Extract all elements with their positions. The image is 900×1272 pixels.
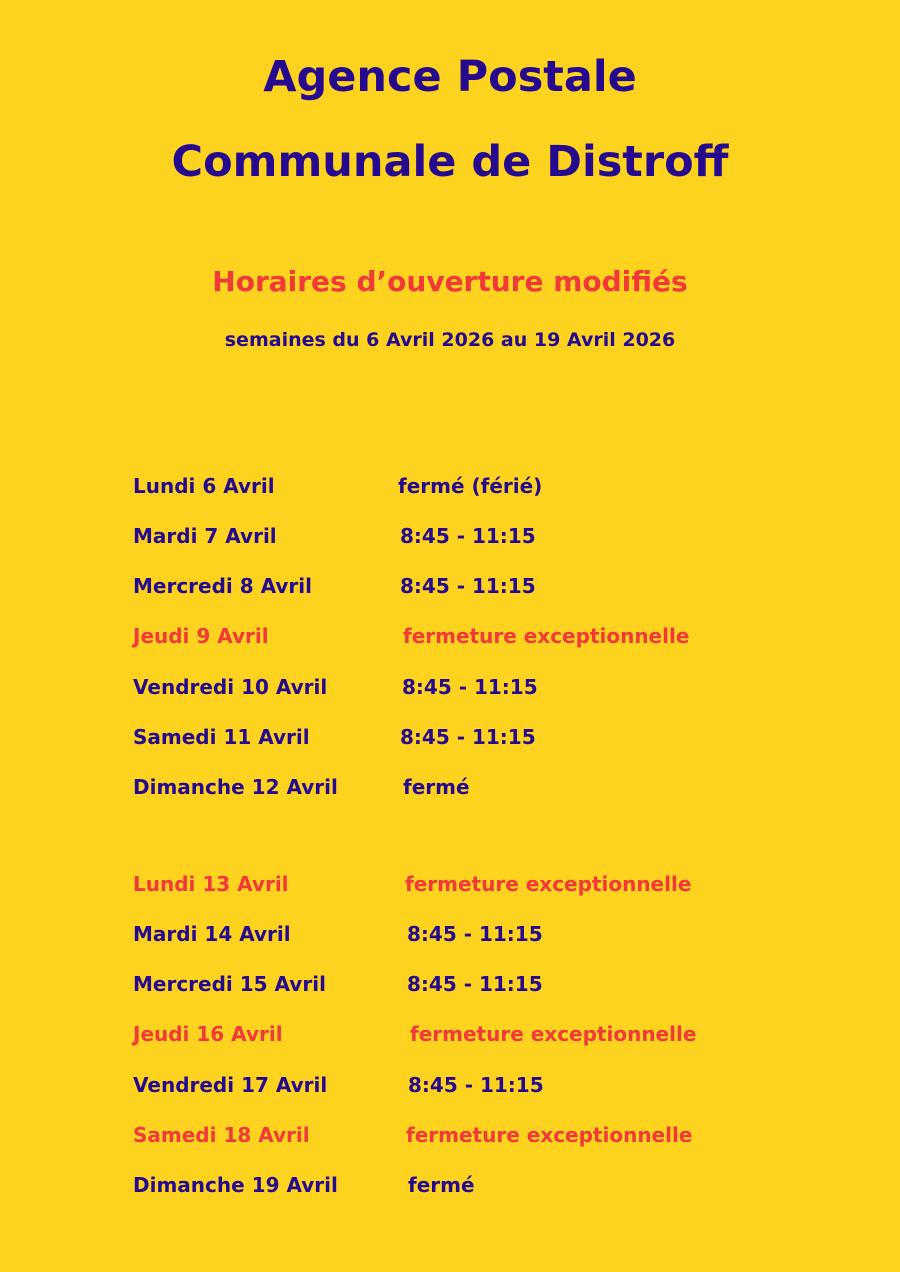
schedule-row	[0, 969, 900, 999]
schedule-day: Vendredi 17 Avril	[133, 1073, 328, 1097]
schedule-hours: fermé (férié)	[398, 474, 543, 498]
schedule-row	[0, 571, 900, 601]
schedule-day: Samedi 11 Avril	[133, 725, 310, 749]
schedule-day: Mercredi 15 Avril	[133, 972, 326, 996]
schedule-row	[0, 672, 900, 702]
schedule-hours: 8:45 - 11:15	[402, 675, 538, 699]
schedule-day: Dimanche 19 Avril	[133, 1173, 338, 1197]
schedule-hours: 8:45 - 11:15	[408, 1073, 544, 1097]
schedule-row	[0, 1170, 900, 1200]
schedule-day: Mardi 7 Avril	[133, 524, 277, 548]
schedule-hours: fermé	[403, 775, 470, 799]
page-title-line1: Agence Postale	[263, 52, 637, 102]
schedule-day: Mardi 14 Avril	[133, 922, 291, 946]
schedule-day: Lundi 13 Avril	[133, 872, 289, 896]
schedule-row	[0, 1070, 900, 1100]
schedule-row	[0, 471, 900, 501]
schedule-day: Samedi 18 Avril	[133, 1123, 310, 1147]
schedule-hours: fermeture exceptionnelle	[403, 624, 690, 648]
schedule-hours: fermeture exceptionnelle	[406, 1123, 693, 1147]
schedule-period: semaines du 6 Avril 2026 au 19 Avril 2026	[224, 329, 676, 351]
schedule-day: Dimanche 12 Avril	[133, 775, 338, 799]
schedule-subtitle: Horaires d’ouverture modifiés	[212, 265, 688, 298]
schedule-row	[0, 521, 900, 551]
schedule-day: Jeudi 16 Avril	[133, 1022, 283, 1046]
schedule-hours: fermeture exceptionnelle	[410, 1022, 697, 1046]
schedule-hours: 8:45 - 11:15	[400, 574, 536, 598]
schedule-hours: 8:45 - 11:15	[400, 524, 536, 548]
schedule-day: Mercredi 8 Avril	[133, 574, 313, 598]
schedule-day: Jeudi 9 Avril	[133, 624, 269, 648]
schedule-row	[0, 919, 900, 949]
schedule-row	[0, 1019, 900, 1049]
schedule-hours: fermé	[408, 1173, 475, 1197]
schedule-day: Vendredi 10 Avril	[133, 675, 328, 699]
schedule-row	[0, 869, 900, 899]
schedule-row	[0, 621, 900, 651]
schedule-row	[0, 722, 900, 752]
schedule-row	[0, 1120, 900, 1150]
schedule-hours: 8:45 - 11:15	[407, 922, 543, 946]
schedule-hours: 8:45 - 11:15	[400, 725, 536, 749]
schedule-hours: 8:45 - 11:15	[407, 972, 543, 996]
page-title-line2: Communale de Distroff	[171, 137, 729, 187]
schedule-hours: fermeture exceptionnelle	[405, 872, 692, 896]
schedule-row	[0, 772, 900, 802]
schedule-day: Lundi 6 Avril	[133, 474, 275, 498]
